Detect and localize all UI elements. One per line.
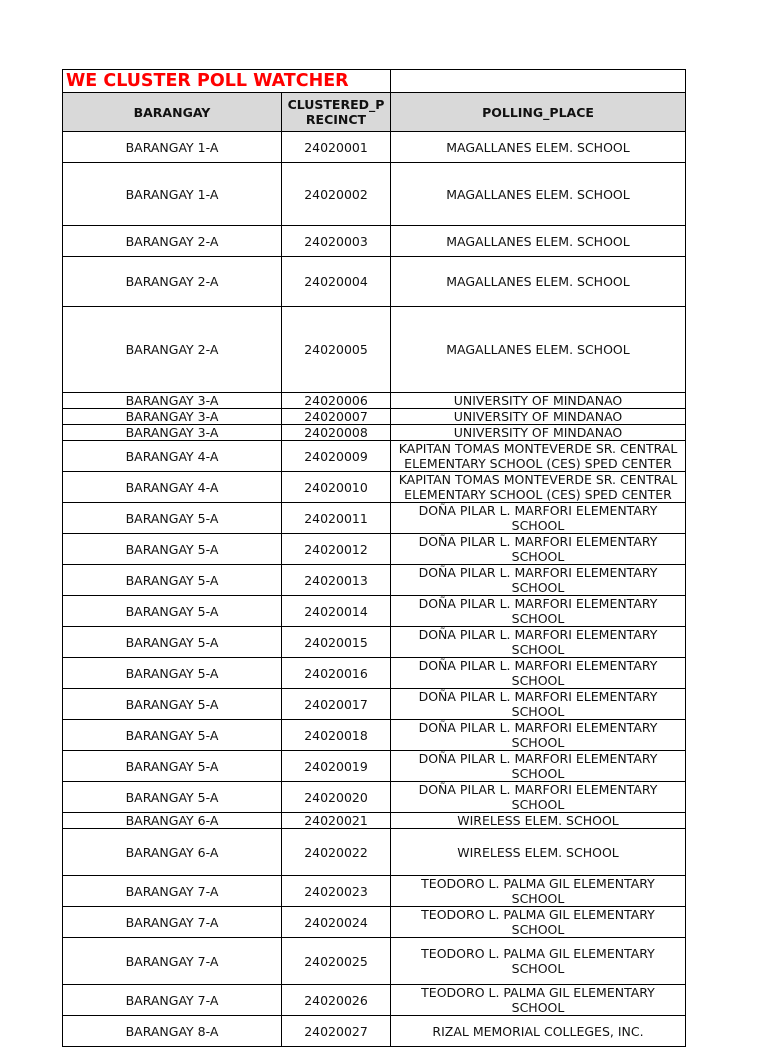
- cell-barangay: BARANGAY 3-A: [63, 393, 282, 409]
- cell-precinct: 24020021: [282, 813, 391, 829]
- cell-precinct: 24020012: [282, 534, 391, 565]
- table-row: [63, 627, 686, 658]
- table-row: [63, 1016, 686, 1047]
- cell-polling-place: DOÑA PILAR L. MARFORI ELEMENTARY SCHOOL: [391, 751, 686, 782]
- cell-polling-place: DOÑA PILAR L. MARFORI ELEMENTARY SCHOOL: [391, 658, 686, 689]
- cell-polling-place: DOÑA PILAR L. MARFORI ELEMENTARY SCHOOL: [391, 596, 686, 627]
- cell-barangay: BARANGAY 5-A: [63, 689, 282, 720]
- cell-precinct: 24020006: [282, 393, 391, 409]
- cell-precinct: 24020003: [282, 226, 391, 257]
- cell-polling-place: DOÑA PILAR L. MARFORI ELEMENTARY SCHOOL: [391, 503, 686, 534]
- table-row: [63, 393, 686, 409]
- table-row: [63, 472, 686, 503]
- header-precinct: CLUSTERED_P RECINCT: [282, 93, 391, 132]
- table-row: [63, 565, 686, 596]
- cell-precinct: 24020025: [282, 938, 391, 985]
- table-row: [63, 938, 686, 985]
- cell-barangay: BARANGAY 5-A: [63, 627, 282, 658]
- table-row: [63, 534, 686, 565]
- cell-barangay: BARANGAY 5-A: [63, 596, 282, 627]
- cell-precinct: 24020022: [282, 829, 391, 876]
- table-row: [63, 907, 686, 938]
- cell-precinct: 24020009: [282, 441, 391, 472]
- table-row: [63, 720, 686, 751]
- cell-precinct: 24020008: [282, 425, 391, 441]
- title-cell: [63, 70, 391, 93]
- cell-polling-place: WIRELESS ELEM. SCHOOL: [391, 813, 686, 829]
- cell-barangay: BARANGAY 5-A: [63, 751, 282, 782]
- table-row: [63, 132, 686, 163]
- cell-polling-place: RIZAL MEMORIAL COLLEGES, INC.: [391, 1016, 686, 1047]
- cell-barangay: BARANGAY 8-A: [63, 1016, 282, 1047]
- cell-precinct: 24020023: [282, 876, 391, 907]
- empty-cell: [391, 70, 686, 93]
- table-row: [63, 409, 686, 425]
- table-row: [63, 596, 686, 627]
- cell-polling-place: KAPITAN TOMAS MONTEVERDE SR. CENTRAL ELEMENTARY SCHOOL (CES) SPED CENTER: [391, 472, 686, 503]
- cell-precinct: 24020017: [282, 689, 391, 720]
- cell-barangay: BARANGAY 5-A: [63, 720, 282, 751]
- cell-barangay: BARANGAY 7-A: [63, 938, 282, 985]
- cell-barangay: BARANGAY 3-A: [63, 409, 282, 425]
- cell-precinct: 24020026: [282, 985, 391, 1016]
- cell-polling-place: DOÑA PILAR L. MARFORI ELEMENTARY SCHOOL: [391, 534, 686, 565]
- cell-barangay: BARANGAY 5-A: [63, 658, 282, 689]
- cell-precinct: 24020001: [282, 132, 391, 163]
- cell-polling-place: DOÑA PILAR L. MARFORI ELEMENTARY SCHOOL: [391, 689, 686, 720]
- cell-polling-place: DOÑA PILAR L. MARFORI ELEMENTARY SCHOOL: [391, 565, 686, 596]
- cell-polling-place: DOÑA PILAR L. MARFORI ELEMENTARY SCHOOL: [391, 720, 686, 751]
- cell-barangay: BARANGAY 1-A: [63, 163, 282, 226]
- cell-barangay: BARANGAY 5-A: [63, 503, 282, 534]
- cell-precinct: 24020011: [282, 503, 391, 534]
- cell-barangay: BARANGAY 7-A: [63, 907, 282, 938]
- cell-barangay: BARANGAY 2-A: [63, 257, 282, 307]
- cell-precinct: 24020019: [282, 751, 391, 782]
- cell-polling-place: WIRELESS ELEM. SCHOOL: [391, 829, 686, 876]
- table-row: [63, 441, 686, 472]
- table-row: [63, 751, 686, 782]
- cell-barangay: BARANGAY 2-A: [63, 307, 282, 393]
- sheet-title: WE CLUSTER POLL WATCHER: [66, 71, 349, 91]
- table-row: [63, 307, 686, 393]
- cell-barangay: BARANGAY 5-A: [63, 782, 282, 813]
- header-polling-place: POLLING_PLACE: [391, 93, 686, 132]
- table-row: [63, 226, 686, 257]
- cell-barangay: BARANGAY 1-A: [63, 132, 282, 163]
- cell-polling-place: MAGALLANES ELEM. SCHOOL: [391, 257, 686, 307]
- cell-precinct: 24020027: [282, 1016, 391, 1047]
- cell-polling-place: MAGALLANES ELEM. SCHOOL: [391, 163, 686, 226]
- header-row: [63, 93, 686, 132]
- cell-barangay: BARANGAY 7-A: [63, 876, 282, 907]
- cell-barangay: BARANGAY 7-A: [63, 985, 282, 1016]
- header-barangay: BARANGAY: [63, 93, 282, 132]
- title-row: [63, 70, 686, 93]
- cell-polling-place: UNIVERSITY OF MINDANAO: [391, 409, 686, 425]
- cell-barangay: BARANGAY 5-A: [63, 534, 282, 565]
- table-row: [63, 503, 686, 534]
- table-row: [63, 782, 686, 813]
- cell-precinct: 24020013: [282, 565, 391, 596]
- cell-precinct: 24020010: [282, 472, 391, 503]
- cell-barangay: BARANGAY 4-A: [63, 441, 282, 472]
- cell-precinct: 24020007: [282, 409, 391, 425]
- table-row: [63, 876, 686, 907]
- poll-watcher-table: [62, 69, 686, 1047]
- cell-precinct: 24020018: [282, 720, 391, 751]
- cell-precinct: 24020004: [282, 257, 391, 307]
- cell-precinct: 24020005: [282, 307, 391, 393]
- table-row: [63, 813, 686, 829]
- cell-precinct: 24020020: [282, 782, 391, 813]
- cell-barangay: BARANGAY 6-A: [63, 829, 282, 876]
- cell-polling-place: TEODORO L. PALMA GIL ELEMENTARY SCHOOL: [391, 938, 686, 985]
- cell-precinct: 24020024: [282, 907, 391, 938]
- table-row: [63, 689, 686, 720]
- cell-polling-place: MAGALLANES ELEM. SCHOOL: [391, 132, 686, 163]
- cell-precinct: 24020014: [282, 596, 391, 627]
- table-row: [63, 163, 686, 226]
- table-row: [63, 658, 686, 689]
- cell-precinct: 24020016: [282, 658, 391, 689]
- table-row: [63, 425, 686, 441]
- table-row: [63, 985, 686, 1016]
- cell-precinct: 24020002: [282, 163, 391, 226]
- cell-polling-place: UNIVERSITY OF MINDANAO: [391, 393, 686, 409]
- cell-polling-place: TEODORO L. PALMA GIL ELEMENTARY SCHOOL: [391, 907, 686, 938]
- cell-polling-place: TEODORO L. PALMA GIL ELEMENTARY SCHOOL: [391, 985, 686, 1016]
- cell-precinct: 24020015: [282, 627, 391, 658]
- cell-polling-place: KAPITAN TOMAS MONTEVERDE SR. CENTRAL ELEMENTARY SCHOOL (CES) SPED CENTER: [391, 441, 686, 472]
- cell-barangay: BARANGAY 6-A: [63, 813, 282, 829]
- cell-polling-place: MAGALLANES ELEM. SCHOOL: [391, 226, 686, 257]
- cell-polling-place: DOÑA PILAR L. MARFORI ELEMENTARY SCHOOL: [391, 782, 686, 813]
- cell-polling-place: TEODORO L. PALMA GIL ELEMENTARY SCHOOL: [391, 876, 686, 907]
- cell-barangay: BARANGAY 5-A: [63, 565, 282, 596]
- table-row: [63, 257, 686, 307]
- cell-polling-place: DOÑA PILAR L. MARFORI ELEMENTARY SCHOOL: [391, 627, 686, 658]
- cell-barangay: BARANGAY 4-A: [63, 472, 282, 503]
- cell-barangay: BARANGAY 2-A: [63, 226, 282, 257]
- table-row: [63, 829, 686, 876]
- cell-polling-place: UNIVERSITY OF MINDANAO: [391, 425, 686, 441]
- cell-barangay: BARANGAY 3-A: [63, 425, 282, 441]
- cell-polling-place: MAGALLANES ELEM. SCHOOL: [391, 307, 686, 393]
